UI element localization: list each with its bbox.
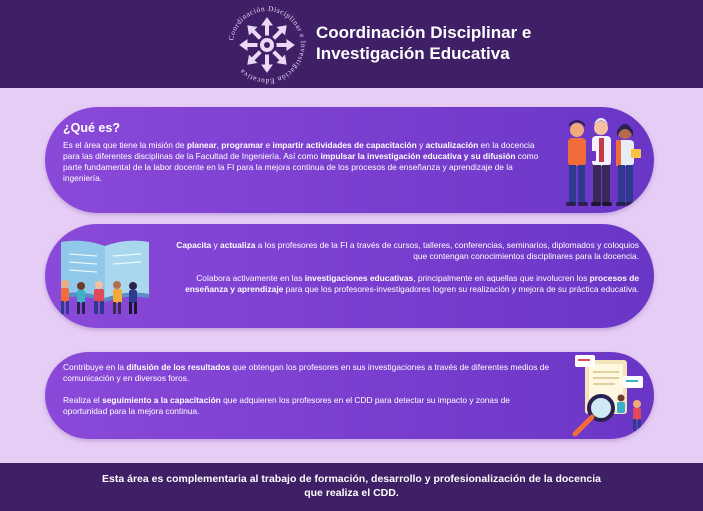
footer-bar [0,463,703,511]
training-description: Capacita y actualiza a los profesores de la FI a través de cursos, talleres, conferencias, seminarios, diplomados y coloquios que contengan conocimientos disciplinares para la docencia. [176,240,639,261]
page-title [316,22,676,64]
cddie-logo [226,4,308,86]
followup-description: Realiza el seguimiento a la capacitación que adquieren los profesores en el CDD para detectar su impacto y zonas de oportunidad para la mejora continua. [63,395,510,416]
book-people-illustration [53,238,157,318]
what-is-card [45,107,654,213]
research-description: Colabora activamente en las investigaciones educativas, principalmente en aquellas que involucren los procesos de enseñanza y aprendizaje para que los profesores-investigadores logren su realización y mejora de su práctica educativa. [185,273,639,294]
page-title-line2: Investigación Educativa [316,44,510,63]
training-card [45,224,654,328]
logo-ring-text: Coordinación Disciplinar e Investigación Educativa [226,4,308,86]
what-is-heading: ¿Qué es? [63,121,120,135]
page-title-line1: Coordinación Disciplinar e [316,23,532,42]
what-is-description: Es el área que tiene la misión de planear, programar e impartir actividades de capacitación y actualización en la docencia para las diferentes disciplinas de la Facultad de Ingeniería. Así como impulsar la investigación educativa y su difusión como parte fundamental de la labor docente en la FI para la mejora continua de los procesos de enseñanza y aprendizaje de la ingeniería. [63,140,539,183]
dissemination-description: Contribuye en la difusión de los resultados que obtengan los profesores en sus investigaciones a través de diferentes medios de comunicación y en diversos foros. [63,362,550,383]
header-bar [0,0,703,88]
teachers-illustration [555,113,645,211]
search-document-illustration [557,354,653,438]
dissemination-card [45,352,654,439]
footer-statement: Esta área es complementaria al trabajo de formación, desarrollo y profesionalización de la docencia que realiza el CDD. [102,473,601,499]
